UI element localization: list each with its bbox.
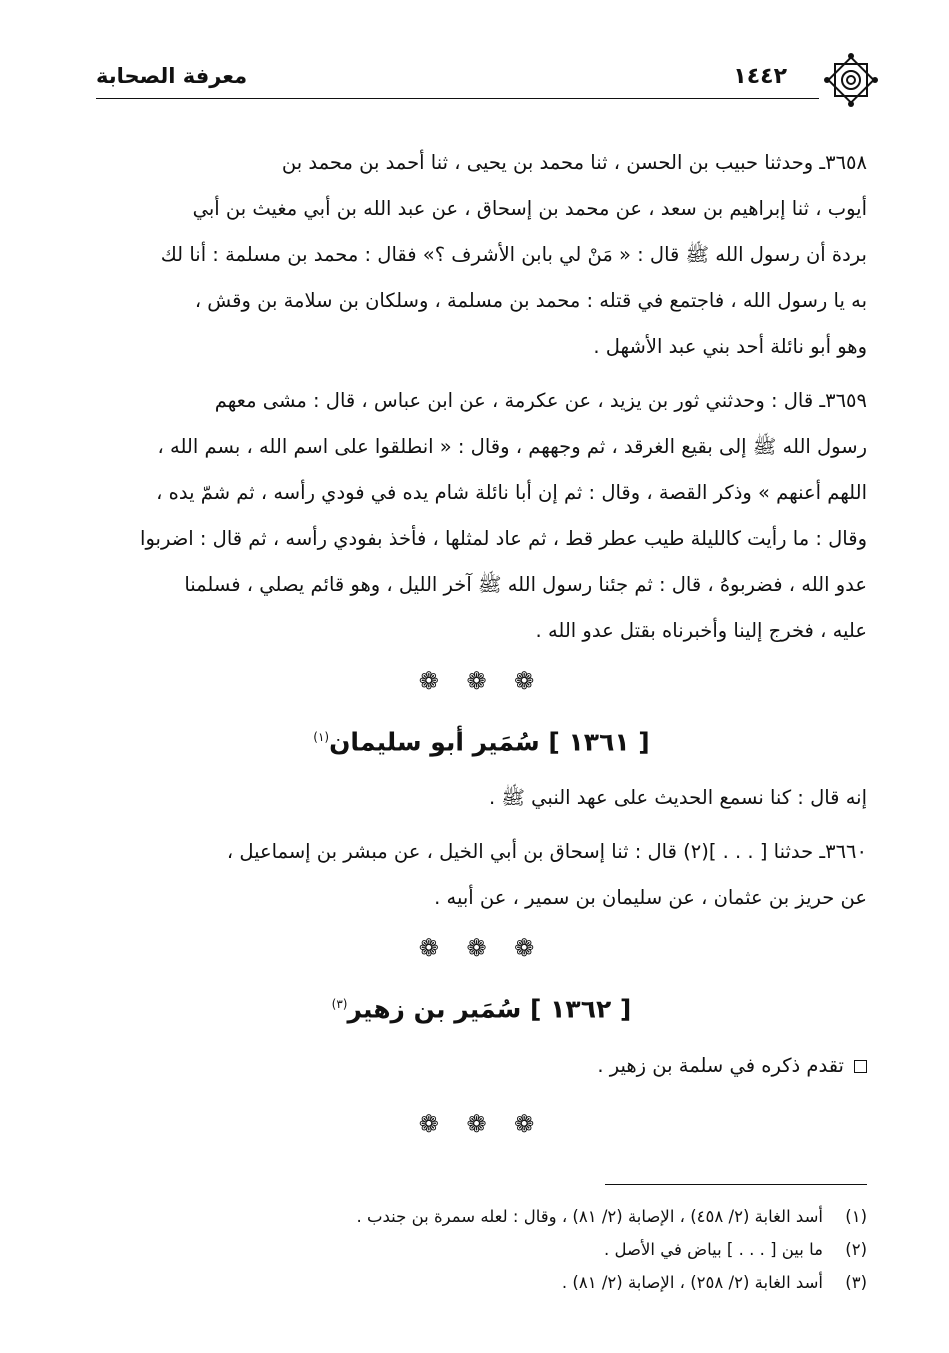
- section-divider-stars: ❁ ❁ ❁: [418, 1109, 545, 1138]
- footnote-text: ما بين [ . . . ] بياض في الأصل .: [604, 1240, 823, 1259]
- hadith-3659: [96, 378, 867, 654]
- running-title: معرفة الصحابة: [96, 64, 248, 88]
- text-line: وهو أبو نائلة أحد بني عبد الأشهل .: [593, 335, 867, 358]
- footnotes: [96, 1200, 867, 1299]
- section-divider-stars: ❁ ❁ ❁: [418, 667, 545, 695]
- footnote-rule: [605, 1184, 867, 1185]
- footnote-number: (٣): [845, 1273, 867, 1292]
- footnote-number: (١): [845, 1207, 867, 1226]
- footnote-marker: (١): [313, 730, 330, 744]
- entry-title-text: [ ١٣٦٢ ] سُمَير بن زهير: [347, 994, 632, 1024]
- page-header: [96, 52, 879, 104]
- hadith-3660: [96, 829, 867, 921]
- page-number: ١٤٤٢: [733, 64, 787, 89]
- footnote-text: أسد الغابة (٢/ ٤٥٨) ، الإصابة (٢/ ٨١) ، وقال : لعله سمرة بن جندب .: [356, 1207, 823, 1226]
- header-rule: [96, 98, 819, 99]
- text-line: اللهم أعنهم » وذكر القصة ، وقال : ثم إن أبا نائلة شام يده في فودي رأسه ، ثم شمّ يده ،: [156, 481, 867, 504]
- text-line: ٣٦٥٩ـ قال : وحدثني ثور بن يزيد ، عن عكرمة ، عن ابن عباس ، قال : مشى معهم: [214, 389, 867, 412]
- main-text: [96, 140, 867, 1157]
- text-line: ٣٦٦٠ـ حدثنا [ . . . ](٢) قال : ثنا إسحاق بن أبي الخيل ، عن مبشر بن إسماعيل ،: [226, 840, 867, 864]
- text-line: ٣٦٥٨ـ وحدثنا حبيب بن الحسن ، ثنا محمد بن يحيى ، ثنا أحمد بن محمد بن: [281, 151, 867, 174]
- text-line: به يا رسول الله ، فاجتمع في قتله : محمد بن مسلمة ، وسلكان بن سلامة بن وقش ،: [194, 289, 867, 312]
- text-line: بردة أن رسول الله ﷺ قال : « مَنْ لي بابن الأشرف ؟» فقال : محمد بن مسلمة : أنا لك: [160, 243, 867, 266]
- entry-1362-intro: [96, 1043, 867, 1089]
- hadith-3658: [96, 140, 867, 370]
- footnote-3: [96, 1266, 867, 1299]
- text-line: عدو الله ، فضربوهُ ، قال : ثم جئنا رسول الله ﷺ آخر الليل ، وهو قائم يصلي ، فسلمنا: [184, 573, 867, 596]
- footnote-marker: (٣): [331, 997, 348, 1012]
- footnote-2: [96, 1233, 867, 1266]
- entry-1362-intro-text: تقدم ذكره في سلمة بن زهير .: [597, 1053, 844, 1077]
- footnote-text: أسد الغابة (٢/ ٢٥٨) ، الإصابة (٢/ ٨١) .: [561, 1273, 823, 1292]
- text-line: أيوب ، ثنا إبراهيم بن سعد ، عن محمد بن إسحاق ، عن عبد الله بن أبي مغيث بن أبي: [192, 197, 867, 220]
- footnote-number: (٢): [845, 1240, 867, 1259]
- text-line: وقال : ما رأيت كالليلة طيب عطر قط ، ثم عاد لمثلها ، فأخذ بفودي رأسه ، ثم قال : اضربوا: [140, 527, 867, 550]
- entry-1361-intro: إنه قال : كنا نسمع الحديث على عهد النبي ﷺ .: [489, 786, 867, 810]
- entry-title-1362: [96, 981, 867, 1032]
- text-line: عليه ، فخرج إلينا وأخبرناه بقتل عدو الله .: [535, 619, 867, 642]
- text-line: عن حريز بن عثمان ، عن سليمان بن سمير ، عن أبيه .: [434, 886, 867, 910]
- text-line: رسول الله ﷺ إلى بقيع الغرقد ، ثم وجههم ، وقال : « انطلقوا على اسم الله ، بسم الله ،: [157, 435, 867, 458]
- square-bullet-icon: [854, 1060, 867, 1073]
- footnote-1: [96, 1200, 867, 1233]
- section-divider-stars: ❁ ❁ ❁: [418, 934, 545, 963]
- entry-title-1361: [96, 714, 867, 765]
- ornament-icon: [823, 52, 879, 108]
- entry-title-text: [ ١٣٦١ ] سُمَير أبو سليمان: [329, 727, 650, 757]
